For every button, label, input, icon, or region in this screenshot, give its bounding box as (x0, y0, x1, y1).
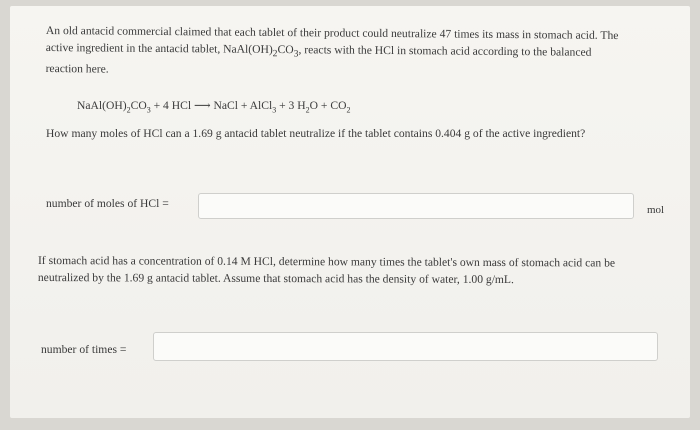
intro-line-1: An old antacid commercial claimed that each tablet of their product could neutralize 47 times its mass in stomach acid. The (45, 23, 619, 42)
reaction-arrow-icon: ⟶ (193, 99, 211, 112)
question-1-text: How many moles of HCl can a 1.69 g antacid tablet neutralize if the tablet contains 0.404 g of the active ingredient? (46, 127, 586, 140)
problem-intro (46, 22, 656, 83)
intro-line-3: reaction here. (45, 62, 109, 76)
number-of-times-input[interactable] (153, 332, 658, 361)
question-2-line-2: neutralized by the 1.69 g antacid tablet. Assume that stomach acid has the density of water, 1.00 g/mL. (37, 270, 514, 287)
moles-unit-label: mol (647, 204, 665, 216)
question-2-line-1: If stomach acid has a concentration of 0.14 M HCl, determine how many times the tablet's own mass of stomach acid can be (37, 253, 616, 270)
question-page (10, 6, 690, 418)
intro-line-2: active ingredient in the antacid tablet, $NaAl(OH)_2CO_3$, reacts with the HCl in stomach acid according to the balanced (45, 40, 592, 60)
number-of-times-label: number of times = (41, 343, 127, 356)
moles-hcl-input[interactable] (198, 193, 634, 219)
balanced-equation: $NaAl(OH)_2CO_3 + 4$ HCl ⟶ NaCl + AlCl$_3$ + 3 $H_2O + CO_2$ (77, 99, 351, 115)
question-2-text (38, 252, 658, 289)
moles-hcl-label: number of moles of HCl = (46, 197, 169, 210)
